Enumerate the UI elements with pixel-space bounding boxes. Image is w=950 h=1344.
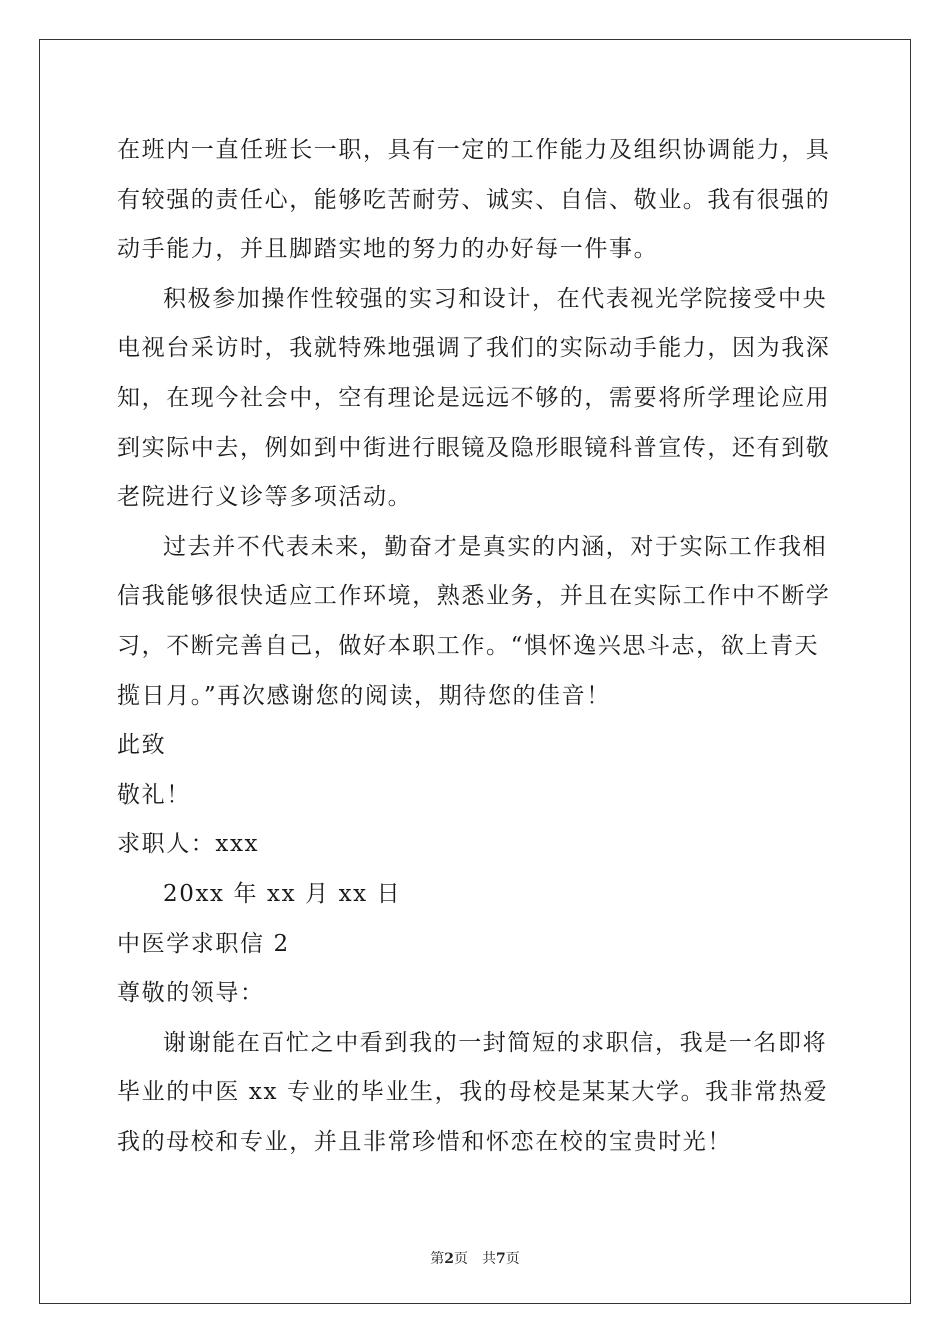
document-body (117, 126, 837, 1167)
letter2-greeting: 尊敬的领导： (117, 980, 265, 1007)
footer-page-prefix: 第 (430, 1251, 445, 1267)
page-footer (0, 1248, 950, 1268)
letter2-title: 中医学求职信 2 (117, 930, 290, 957)
footer-total-suffix: 页 (505, 1251, 520, 1267)
footer-page-total: 7 (496, 1251, 506, 1267)
footer-page-current: 2 (444, 1251, 454, 1267)
letter2-paragraph-intro: 谢谢能在百忙之中看到我的一封简短的求职信，我是一名即将毕业的中医 xx 专业的毕业生，我的母校是某某大学。我非常热爱我的母校和专业，并且非常珍惜和怀恋在校的宝贵时光！ (117, 1029, 829, 1155)
paragraph-class-monitor: 在班内一直任班长一职，具有一定的工作能力及组织协调能力，具有较强的责任心，能够吃苦耐劳、诚实、自信、敬业。我有很强的动手能力，并且脚踏实地的努力的办好每一件事。 (117, 137, 831, 263)
salutation-jingli: 敬礼！ (117, 781, 191, 808)
footer-total-prefix: 共 (482, 1251, 496, 1267)
applicant-name: 求职人：xxx (117, 831, 260, 858)
footer-page-suffix: 页 (454, 1251, 468, 1267)
letter-date: 20xx 年 xx 月 xx 日 (163, 880, 402, 907)
salutation-cizhi: 此致 (117, 732, 167, 759)
paragraph-future: 过去并不代表未来，勤奋才是真实的内涵，对于实际工作我相信我能够很快适应工作环境，熟悉业务，并且在实际工作中不断学习，不断完善自己，做好本职工作。“惧怀逸兴思斗志，欲上青天揽日月。”再次感谢您的阅读，期待您的佳音！ (117, 533, 831, 709)
paragraph-practice: 积极参加操作性较强的实习和设计，在代表视光学院接受中央电视台采访时，我就特殊地强调了我们的实际动手能力，因为我深知，在现今社会中，空有理论是远远不够的，需要将所学理论应用到实际中去，例如到中街进行眼镜及隐形眼镜科普宣传，还有到敬老院进行义诊等多项活动。 (117, 285, 831, 511)
